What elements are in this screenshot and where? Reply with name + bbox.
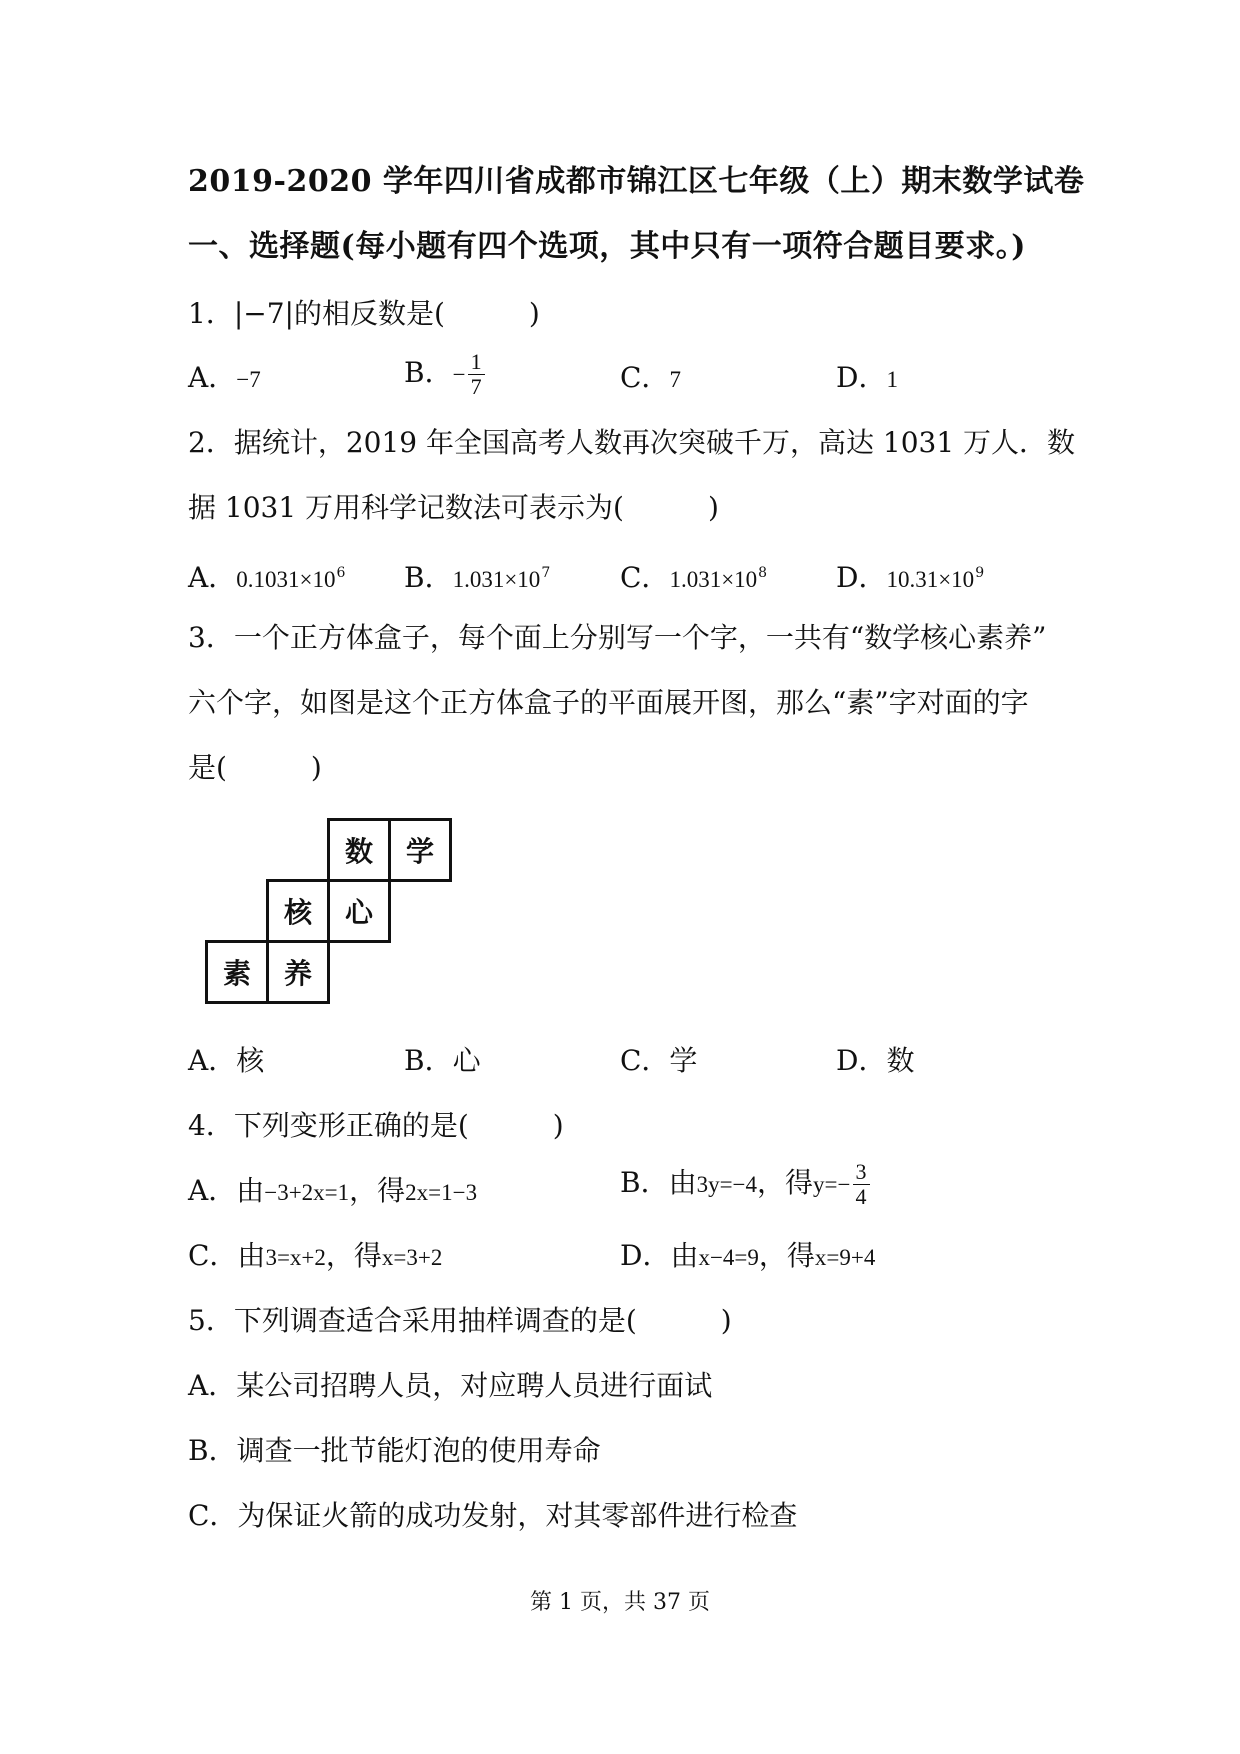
option-label: D． bbox=[836, 361, 887, 394]
numerator: 3 bbox=[853, 1160, 870, 1185]
q3-option-a: A．核 bbox=[188, 1044, 265, 1077]
q1-option-c bbox=[620, 358, 681, 400]
q2-option-c bbox=[620, 553, 767, 600]
net-cell: 心 bbox=[327, 879, 391, 943]
q2-option-a bbox=[188, 553, 345, 600]
option-label: A．由 bbox=[188, 1174, 265, 1207]
exponent: 7 bbox=[541, 565, 551, 581]
exponent: 6 bbox=[336, 565, 346, 581]
exponent: 8 bbox=[758, 565, 768, 581]
option-label: D．由 bbox=[620, 1239, 699, 1272]
equation: 3y=−4 bbox=[696, 1172, 758, 1197]
denominator: 7 bbox=[470, 374, 482, 399]
net-cell: 核 bbox=[266, 879, 330, 943]
minus-sign: − bbox=[452, 362, 466, 387]
connector: ，得 bbox=[758, 1239, 815, 1272]
q3-option-b: B．心 bbox=[404, 1044, 481, 1077]
page-footer: 第 1 页，共 37 页 bbox=[530, 1590, 710, 1615]
question-3-line-2: 六个字，如图是这个正方体盒子的平面展开图，那么“素”字对面的字 bbox=[188, 686, 1029, 719]
option-label: B． bbox=[404, 356, 453, 389]
q4-option-c bbox=[188, 1236, 442, 1278]
section-heading: 一、选择题(每小题有四个选项，其中只有一项符合题目要求。) bbox=[188, 229, 1026, 264]
q4-option-b bbox=[620, 1160, 870, 1209]
option-label: C． bbox=[620, 561, 670, 594]
denominator: 4 bbox=[855, 1184, 867, 1209]
equation: 2x=1−3 bbox=[405, 1180, 478, 1205]
q1-option-d bbox=[836, 358, 898, 400]
q1-option-b bbox=[404, 350, 485, 399]
equation: y=− bbox=[813, 1172, 851, 1197]
option-value: 0.1031×10 bbox=[236, 567, 336, 592]
question-4-stem: 4．下列变形正确的是( ) bbox=[188, 1109, 564, 1142]
question-2-line-2: 据 1031 万用科学记数法可表示为( ) bbox=[188, 491, 719, 524]
q5-option-b: B．调查一批节能灯泡的使用寿命 bbox=[188, 1434, 601, 1467]
equation: −3+2x=1 bbox=[264, 1180, 350, 1205]
connector: ，得 bbox=[757, 1166, 814, 1199]
net-cell: 素 bbox=[205, 940, 269, 1004]
equation: x−4=9 bbox=[698, 1245, 759, 1270]
connector: ，得 bbox=[325, 1239, 382, 1272]
option-label: B．由 bbox=[620, 1166, 697, 1199]
paper-title: 2019-2020 学年四川省成都市锦江区七年级（上）期末数学试卷 bbox=[188, 164, 1085, 199]
option-label: C．由 bbox=[188, 1239, 266, 1272]
equation: x=3+2 bbox=[381, 1245, 443, 1270]
question-2-line-1: 2．据统计，2019 年全国高考人数再次突破千万，高达 1031 万人．数 bbox=[188, 426, 1076, 459]
option-value: 1 bbox=[886, 367, 898, 392]
q4-option-a bbox=[188, 1171, 477, 1213]
q3-option-c: C．学 bbox=[620, 1044, 698, 1077]
option-value: 10.31×10 bbox=[886, 567, 975, 592]
option-label: D． bbox=[836, 561, 887, 594]
connector: ，得 bbox=[349, 1174, 406, 1207]
option-value: 1.031×10 bbox=[452, 567, 541, 592]
equation: x=9+4 bbox=[814, 1245, 876, 1270]
option-value: 7 bbox=[669, 367, 681, 392]
option-label: C． bbox=[620, 361, 670, 394]
fraction bbox=[468, 350, 485, 399]
net-cell: 学 bbox=[388, 818, 452, 882]
option-label: B． bbox=[404, 561, 453, 594]
q5-option-a: A．某公司招聘人员，对应聘人员进行面试 bbox=[188, 1369, 713, 1402]
net-cell: 数 bbox=[327, 818, 391, 882]
equation: 3=x+2 bbox=[265, 1245, 326, 1270]
q4-option-d bbox=[620, 1236, 875, 1278]
numerator: 1 bbox=[468, 350, 485, 375]
option-value: 1.031×10 bbox=[669, 567, 758, 592]
q2-option-b bbox=[404, 553, 550, 600]
option-label: A． bbox=[188, 361, 237, 394]
question-3-line-3: 是( ) bbox=[188, 751, 322, 784]
option-label: A． bbox=[188, 561, 237, 594]
q5-option-c: C．为保证火箭的成功发射，对其零部件进行检查 bbox=[188, 1499, 798, 1532]
question-1-stem: 1．|−7|的相反数是( ) bbox=[188, 297, 540, 330]
exponent: 9 bbox=[975, 565, 985, 581]
net-cell: 养 bbox=[266, 940, 330, 1004]
question-3-line-1: 3．一个正方体盒子，每个面上分别写一个字，一共有“数学核心素养” bbox=[188, 621, 1047, 654]
q3-option-d: D．数 bbox=[836, 1044, 915, 1077]
option-value: −7 bbox=[236, 367, 261, 392]
fraction bbox=[853, 1160, 870, 1209]
q2-option-d bbox=[836, 553, 984, 600]
q1-option-a bbox=[188, 358, 261, 400]
question-5-stem: 5．下列调查适合采用抽样调查的是( ) bbox=[188, 1304, 732, 1337]
